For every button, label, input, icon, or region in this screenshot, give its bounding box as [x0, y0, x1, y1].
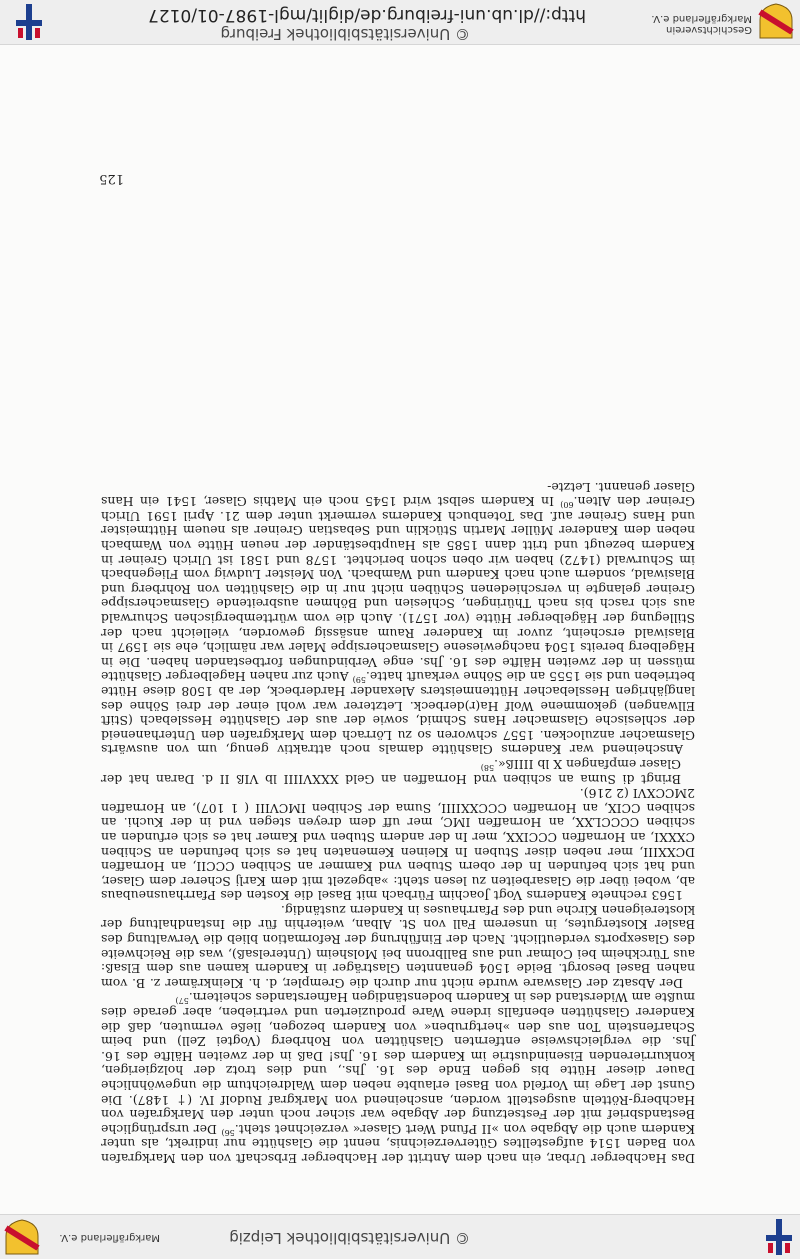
- association-name: Markgräflerland e.V.: [59, 1232, 160, 1243]
- paragraph-text: Anscheinend war Kanderns Glashütte damals noch attraktiv genug, um von auswärts Glasmacher anzulocken. 1557 schworen so zu Lörrach dem Markgrafen den Unterhaneneid der schlesische Glasmacher Hans Schmid, sowie der aus der Glashütte Hesslebach (Stift Ellwangen) gekommene Wolf Ha(r)derbeck. Letzterer war wohl einer der drei Söhne des langjährigen Hesslebacher Hüttenmeisters Alexander Harderbeck, der ab 1508 diese Hütte betrieben und sie 1555 an die Söhne verkauft hatte.: [101, 669, 695, 758]
- bottom-toolbar: [0, 0, 800, 45]
- paragraph: [101, 990, 695, 1165]
- paragraph-text: Der ursprüngliche Bestandsbrief mit der Festsetzung der Abgabe war sicher noch unter den Markgrafen von Hachberg-Rötteln ausgestellt worden, anscheinend von Markgraf Rudolf IV. († 1487). Die Gunst der Lage im Vorfeld von Basel erlaubte neben dem Waldreichtum die ungewöhnliche Dauer dieser Hütte bis gegen Ende des 16. Jhs., und dies trotz der holzgierigen, konkurrierenden Eisenindustrie im Kandern des 16. Jhs! Daß in der zweiten Hälfte des 16. Jhs. die vergleichsweise entfernten Glashütten von Rohrberg (Vogtei Zell) und beim Scharfenstein Ton aus den »hertgruben« von Kandern bezogen, ließe vermuten, daß die Kanderer Glashütten ebenfalls irdene Ware produzierten und vertrieben, aber gerade dies mußte am Widerstand des in Kandern bodenständigen Hafnerstandes scheitern.: [101, 990, 695, 1137]
- paragraph-text: Bringt di Suma an schiben vnd Hornaffen an Geld XXXVIIII lb VIß II d. Daran hat der Glaser empfangen X lb IIIIß«.: [101, 756, 681, 787]
- page-body: [101, 479, 695, 1165]
- paragraph-text: In Kandern selbst wird 1545 noch ein Mathis Glaser, 1541 ein Hans Glaser genannt. Letzte-: [101, 479, 695, 510]
- quote-paragraph: [101, 756, 681, 785]
- university-logo-icon: [766, 1219, 792, 1255]
- footnote-ref: 57): [175, 996, 189, 1006]
- footnote-ref: 58): [480, 763, 495, 773]
- association-line: Markgräflerland e.V.: [651, 13, 752, 24]
- footnote-ref: 56): [221, 1127, 235, 1137]
- paragraph: [101, 786, 695, 903]
- footnote-ref: 59): [352, 675, 366, 685]
- page-number: 125: [99, 171, 124, 186]
- document-url-link[interactable]: http://dl.ub.uni-freiburg.de/diglit/mgl-1987-01/0127: [148, 5, 586, 25]
- paragraph-text: 1563 rechnete Kanderns Vogt Joachim Fürbach mit Basel die Kosten des Pfarrhausneubaus ab, wobei über die Glasarbeiten zu lesen steht: »abgezelt mit dem Karlj Scherer dem Glaser, und hat sich befunden In der obern Stuben vnd Kammer an Schiben CCCII, an Hornaffen DCXXIII, mer neben diser Stuben In Kleinen Kemenaten hat es sich befunden an Schiben CXXXI, an Hornaffen CCCIXX, mer In der andern Stuben vnd Kamer hat es sich erfunden an schiben CCCCLXX, an Hornaffen IMC, mer uff dem dreyen stegen vnd in der Kuchi. an schiben CCIX, an Hornaffen CCCXXIIII, Suma der Schiben IMCVIII ( 1 107), an Hornaffen 2MCCXVI (2 216).: [101, 786, 695, 904]
- footnote-ref: 60): [560, 500, 574, 510]
- paragraph: [101, 479, 695, 756]
- top-toolbar: [0, 1214, 800, 1259]
- university-logo-icon: [16, 4, 42, 40]
- crest-icon: [4, 1218, 40, 1256]
- paragraph: [101, 902, 695, 990]
- paragraph-text: Das Hachberger Urbar, ein nach dem Antritt der Hachberger Erbschaft von den Markgrafen von Baden 1514 aufgestelltes Güterverzeichnis, nennt die Glashütte nur indirekt, als unter Kandern auch die Abgabe von »II Pfund Wert Glaser« verzeichnet steht.: [101, 1121, 695, 1166]
- credit-text: © Universitätsbibliothek Leipzig: [229, 1229, 470, 1247]
- credit-text: © Universitätsbibliothek Freiburg: [220, 25, 470, 43]
- paragraph-text: Auch zur nahen Hagelberger Glashütte müssen in der zweiten Hälfte des 16. Jhs. enge Verbindungen fortbestanden haben. Die in Hägelberg bereits 1504 nachgewiesene Glasmachersippe Maler war nämlich, ehe sie 1597 in Blasiwald erscheint, zuvor im Kanderer Raum ansässig geworden, vielleicht nach der Stillegung der Hägelberger Hütte (vor 1571). Auch die vom württembergischen Schurwald aus sich rasch bis nach Thüringen, Schlesien und Böhmen ausbreitende Glasmachersippe Greiner gelangte in verschiedenen Schüben nicht nur in die Glashütten von Rohrberg und Blasiwald, sondern auch nach Kandern und Wambach. Von Meister Ludwig vom Fliegenbach im Schurwald (1472) haben wir oben schon berichtet. 1578 und 1581 ist Ulrich Greiner in Kandern bezeugt und tritt dann 1585 als Hauptbeständer der neuen Hütte von Wambach neben dem Kanderer Müller Martin Stücklin und Sebastian Greiner als neuem Hüttmeister und Hans Greiner auf. Das Totenbuch Kanderns vermerkt unter dem 21. April 1591 Ulrich Greiner den Alten.: [101, 494, 695, 685]
- crest-icon: [758, 2, 794, 40]
- association-name: [651, 13, 752, 35]
- paragraph-text: Der Absatz der Glasware wurde nicht nur durch die Grempler, d. h. Kleinkrämer z. B. vom nahen Basel besorgt. Beide 1504 genannten Glasträger in Kandern kamen aus dem Elsaß: aus Türckheim bei Colmar und aus Ballbronn bei Molsheim (Unterelsaß), was die Reichweite des Glasexports verdeutlicht. Nach der Einführung der Reformation blieb die Verwaltung des Basler Klostergutes, in unserem Fall von St. Alban, weiterhin für die Instandhaltung der klostereigenen Kirche und des Pfarrhauses in Kandern zuständig.: [101, 902, 695, 991]
- association-line: Geschichtsverein: [666, 24, 752, 35]
